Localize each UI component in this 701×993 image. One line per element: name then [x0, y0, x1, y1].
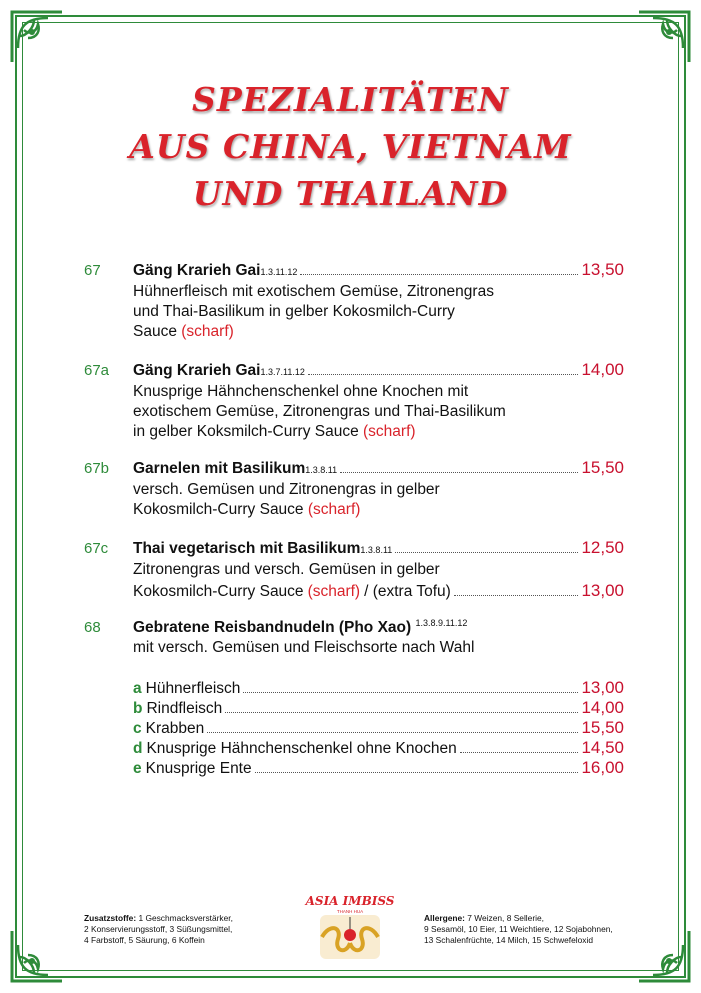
- item-number: 67: [84, 262, 101, 279]
- dot-leader: [255, 772, 579, 773]
- additives-text: 1 Geschmacksverstärker,: [138, 913, 233, 923]
- item-name: Gäng Krarieh Gai: [133, 262, 261, 279]
- option-label: Rindfleisch: [146, 700, 223, 717]
- item-description: Zitronengras und versch. Gemüsen in gelber: [133, 561, 440, 578]
- extra-price: 13,00: [581, 581, 624, 600]
- option-label: Krabben: [145, 720, 205, 737]
- dot-leader: [300, 274, 578, 275]
- item-description-text: Kokosmilch-Curry Sauce: [133, 583, 304, 600]
- restaurant-logo: [300, 893, 400, 963]
- item-heading: Thai vegetarisch mit Basilikum 1.3.8.11 12,50: [133, 538, 624, 557]
- item-name: Gäng Krarieh Gai: [133, 362, 261, 379]
- option-letter: d: [133, 740, 143, 757]
- dot-leader: [395, 552, 578, 553]
- extra-tofu-label: / (extra Tofu): [364, 583, 451, 600]
- item-price: 14,00: [581, 360, 624, 379]
- item-description: exotischem Gemüse, Zitronengras und Thai-Basilikum: [133, 403, 506, 420]
- item-description: Hühnerfleisch mit exotischem Gemüse, Zitronengras: [133, 283, 494, 300]
- option-letter: c: [133, 720, 142, 737]
- dot-leader: [308, 374, 579, 375]
- item-price: 15,50: [581, 458, 624, 477]
- item-description: [133, 422, 416, 442]
- item-price: 13,50: [581, 260, 624, 279]
- item-description-text: in gelber Koksmilch-Curry Sauce: [133, 423, 359, 440]
- allergens-text: 9 Sesamöl, 10 Eier, 11 Weichtiere, 12 Sojabohnen,: [424, 924, 613, 934]
- additives-text: 4 Farbstoff, 5 Säurung, 6 Koffein: [84, 935, 205, 945]
- logo-subtext: THANH HUA: [336, 909, 364, 914]
- option-row: [133, 698, 624, 719]
- item-allergens: 1.3.8.9.11.12: [415, 617, 468, 628]
- item-description: [133, 500, 360, 520]
- option-row: [133, 758, 624, 779]
- option-price: 14,00: [581, 698, 624, 717]
- option-row: [133, 738, 624, 759]
- title-line-2: AUS CHINA, VIETNAM: [129, 127, 572, 166]
- option-letter: a: [133, 680, 142, 697]
- item-number: 67b: [84, 460, 110, 477]
- allergens-text: 7 Weizen, 8 Sellerie,: [467, 913, 544, 923]
- corner-ornament-icon: [635, 927, 693, 985]
- item-heading: Gäng Krarieh Gai 1.3.7.11.12 14,00: [133, 360, 624, 379]
- item-price: 12,50: [581, 538, 624, 557]
- item-number: 67a: [84, 362, 110, 379]
- item-number: 67c: [84, 540, 109, 557]
- item-description: mit versch. Gemüsen und Fleischsorte nach Wahl: [133, 639, 475, 656]
- option-label: Knusprige Ente: [145, 760, 252, 777]
- additives-legend: [84, 913, 233, 946]
- allergens-legend: [424, 913, 613, 946]
- dot-leader: [460, 752, 579, 753]
- item-name: Gebratene Reisbandnudeln (Pho Xao): [133, 619, 412, 636]
- item-name: Thai vegetarisch mit Basilikum: [133, 540, 361, 557]
- corner-ornament-icon: [8, 8, 66, 66]
- option-price: 15,50: [581, 718, 624, 737]
- item-heading: Garnelen mit Basilikum 1.3.8.11 15,50: [133, 458, 624, 477]
- spicy-label: (scharf): [307, 583, 361, 600]
- dot-leader: [207, 732, 578, 733]
- dot-leader: [225, 712, 578, 713]
- option-row: [133, 678, 624, 699]
- corner-ornament-icon: [635, 8, 693, 66]
- title-line-1: SPEZIALITÄTEN: [192, 80, 509, 119]
- option-label: Hühnerfleisch: [145, 680, 241, 697]
- item-number: 68: [84, 619, 101, 636]
- allergens-text: 13 Schalenfrüchte, 14 Milch, 15 Schwefeloxid: [424, 935, 593, 945]
- item-description: [133, 322, 234, 342]
- item-description: Knusprige Hähnchenschenkel ohne Knochen mit: [133, 383, 469, 400]
- dot-leader: [243, 692, 578, 693]
- item-description: versch. Gemüsen und Zitronengras in gelber: [133, 481, 440, 498]
- title-line-3: UND THAILAND: [192, 174, 509, 213]
- item-extra-row: [133, 581, 624, 602]
- option-label: Knusprige Hähnchenschenkel ohne Knochen: [146, 740, 457, 757]
- spicy-label: (scharf): [363, 423, 416, 440]
- item-description-text: Kokosmilch-Curry Sauce: [133, 501, 304, 518]
- item-description: und Thai-Basilikum in gelber Kokosmilch-Curry: [133, 303, 455, 320]
- page-title: [0, 76, 701, 217]
- item-description-text: Sauce: [133, 323, 177, 340]
- spicy-label: (scharf): [307, 501, 361, 518]
- option-row: [133, 718, 624, 739]
- spicy-label: (scharf): [181, 323, 234, 340]
- dot-leader: [454, 595, 579, 596]
- item-name: Garnelen mit Basilikum: [133, 460, 306, 477]
- option-letter: e: [133, 760, 142, 777]
- option-price: 13,00: [581, 678, 624, 697]
- option-price: 14,50: [581, 738, 624, 757]
- item-heading: [133, 618, 467, 638]
- item-heading: Gäng Krarieh Gai 1.3.11.12 13,50: [133, 260, 624, 279]
- option-price: 16,00: [581, 758, 624, 777]
- additives-text: 2 Konservierungsstoff, 3 Süßungsmittel,: [84, 924, 233, 934]
- option-letter: b: [133, 700, 143, 717]
- allergens-label: Allergene:: [424, 913, 465, 923]
- additives-label: Zusatzstoffe:: [84, 913, 137, 923]
- corner-ornament-icon: [8, 927, 66, 985]
- dot-leader: [340, 472, 578, 473]
- logo-text: ASIA IMBISS: [305, 894, 395, 908]
